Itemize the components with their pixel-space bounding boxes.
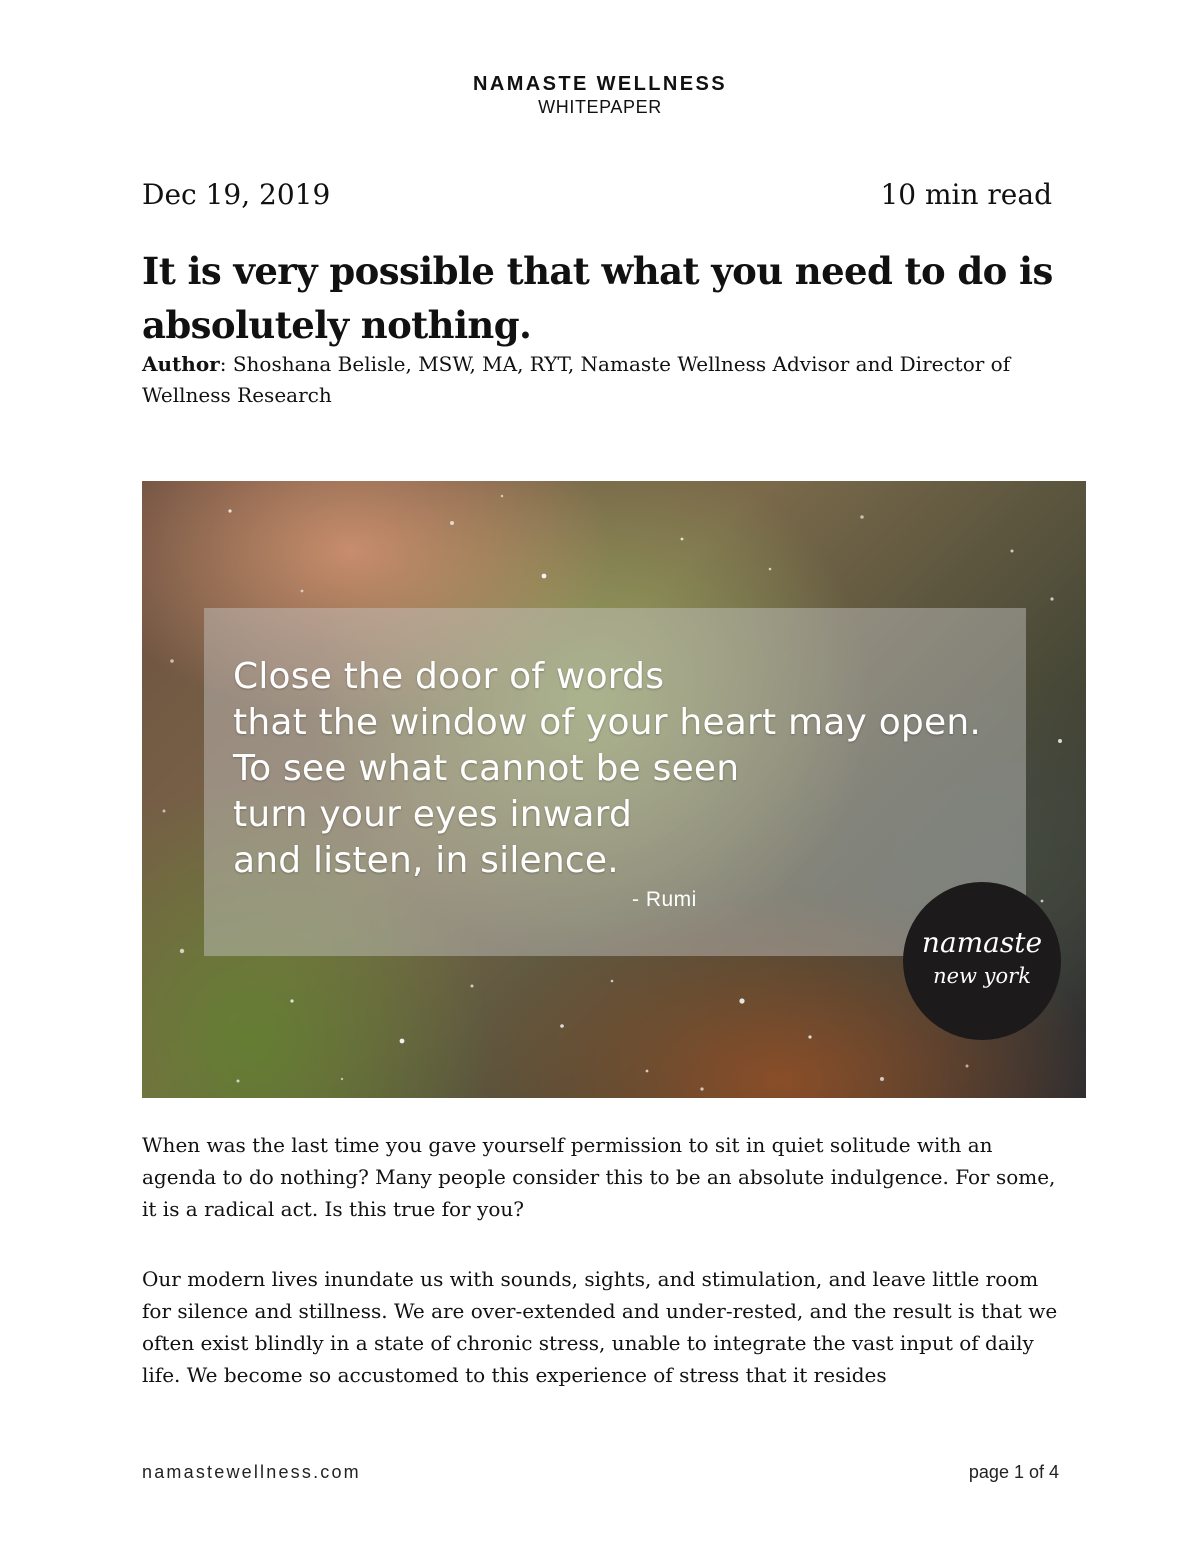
page-number: page 1 of 4 — [968, 1462, 1059, 1482]
author-byline — [142, 349, 1062, 411]
namaste-new-york-logo — [903, 882, 1061, 1040]
quote-line: turn your eyes inward — [233, 794, 633, 835]
document-type: WHITEPAPER — [538, 97, 662, 117]
publish-date: Dec 19, 2019 — [142, 178, 331, 211]
logo-line-2: new york — [933, 964, 1031, 988]
document-header — [0, 72, 1200, 118]
footer-website: namastewellness.com — [142, 1462, 361, 1482]
author-label: Author — [142, 352, 220, 376]
quote-line: that the window of your heart may open. — [233, 702, 981, 743]
hero-quote-image — [142, 481, 1086, 1098]
quote-line: and listen, in silence. — [233, 840, 619, 881]
body-paragraph-1: When was the last time you gave yourself permission to sit in quiet solitude with an agenda to do nothing? Many people consider this to be an absolute indulgence. For some, it is a radical act. Is this true for you? — [142, 1133, 1056, 1221]
read-time: 10 min read — [880, 178, 1052, 211]
title-line-1: It is very possible that what you need to do is — [142, 249, 1053, 293]
quote-text — [233, 654, 981, 884]
quote-line: To see what cannot be seen — [233, 748, 740, 789]
article-meta — [142, 176, 1052, 214]
quote-line: Close the door of words — [233, 656, 665, 697]
title-line-2: absolutely nothing. — [142, 303, 532, 347]
author-text: : Shoshana Belisle, MSW, MA, RYT, Namaste Wellness Advisor and Director of Wellness Research — [142, 352, 1011, 407]
brand-name: NAMASTE WELLNESS — [473, 73, 727, 95]
quote-attribution: - Rumi — [632, 888, 697, 911]
article-title — [142, 244, 1062, 352]
logo-handwriting — [903, 882, 1061, 1040]
body-paragraph-2: Our modern lives inundate us with sounds, sights, and stimulation, and leave little room for silence and stillness. We are over-extended and under-rested, and the result is that we often exist blindly in a state of chronic stress, unable to integrate the vast input of daily life. We become so accustomed to this experience of stress that it resides — [142, 1267, 1058, 1387]
logo-line-1: namaste — [921, 926, 1043, 959]
